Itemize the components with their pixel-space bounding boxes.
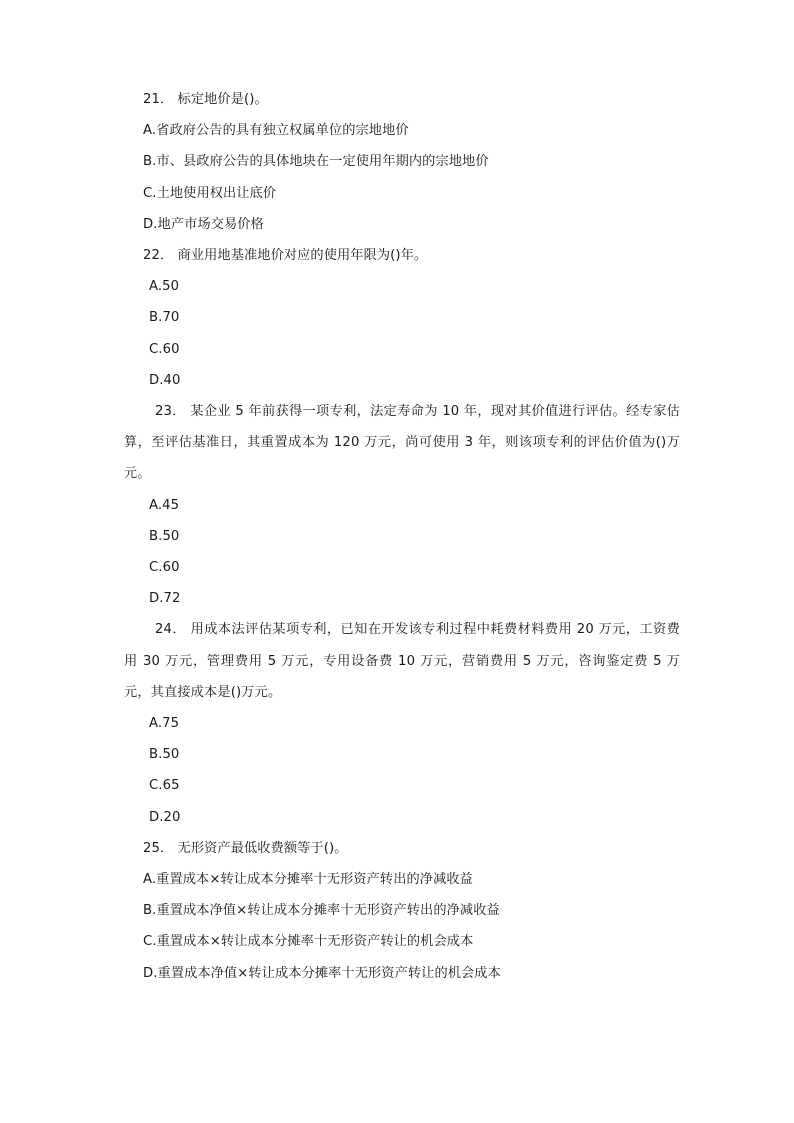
question-23-option-c[interactable]: C.60	[149, 560, 180, 576]
question-25-option-a[interactable]: A.重置成本×转让成本分摊率十无形资产转出的净减收益	[143, 872, 473, 888]
question-block-24	[124, 614, 680, 832]
question-21-option-a[interactable]: A.省政府公告的具有独立权属单位的宗地地价	[143, 123, 409, 139]
question-block-25	[124, 833, 680, 989]
question-block-21	[124, 84, 680, 240]
question-24-option-c[interactable]: C.65	[149, 778, 180, 794]
question-22-option-d[interactable]: D.40	[149, 372, 181, 388]
question-22-option-c[interactable]: C.60	[149, 341, 180, 357]
question-21-option-d[interactable]: D.地产市场交易价格	[143, 216, 264, 232]
question-stem-25: 25． 无形资产最低收费额等于()。	[143, 840, 348, 856]
question-22-option-a[interactable]: A.50	[149, 279, 180, 295]
question-stem-22: 22． 商业用地基准地价对应的使用年限为()年。	[143, 248, 428, 264]
question-24-option-b[interactable]: B.50	[149, 747, 180, 763]
question-stem-23: 23． 某企业 5 年前获得一项专利，法定寿命为 10 年，现对其价值进行评估。经专家估算，至评估基准日，其重置成本为 120 万元，尚可使用 3 年，则该项专利的评估价值为()万元。	[124, 404, 680, 482]
question-23-option-d[interactable]: D.72	[149, 591, 181, 607]
question-stem-24: 24． 用成本法评估某项专利，已知在开发该专利过程中耗费材料费用 20 万元，工资费用 30 万元，管理费用 5 万元，专用设备费 10 万元，营销费用 5 万元，咨询鉴定费 5 万元，其直接成本是()万元。	[124, 622, 680, 700]
question-25-option-c[interactable]: C.重置成本×转让成本分摊率十无形资产转让的机会成本	[143, 934, 474, 950]
question-21-option-b[interactable]: B.市、县政府公告的具体地块在一定使用年期内的宗地地价	[143, 154, 489, 170]
question-22-option-b[interactable]: B.70	[149, 310, 180, 326]
question-24-option-a[interactable]: A.75	[149, 716, 180, 732]
question-23-option-a[interactable]: A.45	[149, 497, 180, 513]
question-list	[124, 84, 680, 989]
question-24-option-d[interactable]: D.20	[149, 809, 181, 825]
question-21-option-c[interactable]: C.土地使用权出让底价	[143, 185, 277, 201]
question-block-23	[124, 396, 680, 614]
question-block-22	[124, 240, 680, 396]
question-23-option-b[interactable]: B.50	[149, 528, 180, 544]
question-25-option-d[interactable]: D.重置成本净值×转让成本分摊率十无形资产转让的机会成本	[143, 965, 501, 981]
question-25-option-b[interactable]: B.重置成本净值×转让成本分摊率十无形资产转出的净减收益	[143, 903, 500, 919]
question-stem-21: 21． 标定地价是()。	[143, 92, 268, 107]
